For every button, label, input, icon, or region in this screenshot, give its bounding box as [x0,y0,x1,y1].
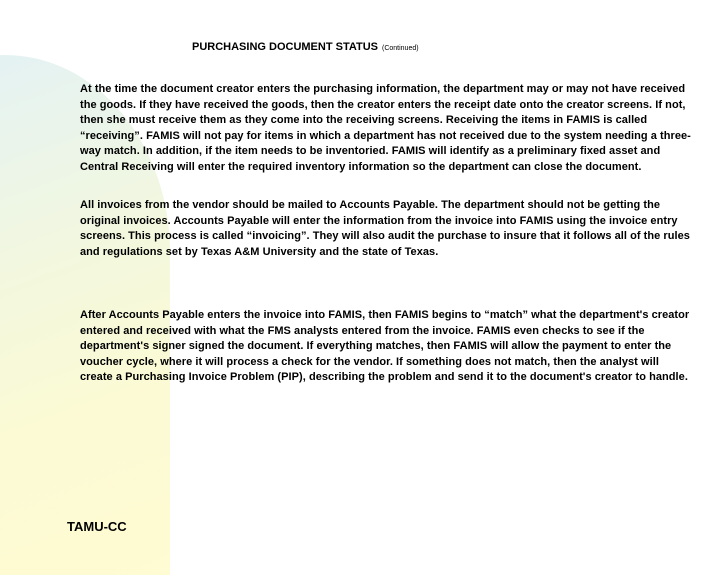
paragraph-receiving: At the time the document creator enters the purchasing information, the department may or may not have received the goods. If they have received the goods, then the creator enters the receipt date onto the creator screens. If not, then she must receive them as they come into the receiving screens. Receiving the items in FAMIS is called “receiving”. FAMIS will not pay for items in which a department has not received due to the system needing a three-way match. In addition, if the item needs to be inventoried. FAMIS will identify as a preliminary fixed asset and Central Receiving will enter the required inventory information so the department can close the document. [80,83,691,173]
title-subtitle: (Continued) [381,45,419,52]
title-text: PURCHASING DOCUMENT STATUS [192,41,378,53]
footer-label: TAMU-CC [67,519,127,534]
paragraph-invoicing: All invoices from the vendor should be mailed to Accounts Payable. The department should not be getting the original invoices. Accounts Payable will enter the information from the invoice into FAMIS using the invoice entry screens. This process is called “invoicing”. They will also audit the purchase to insure that it follows all of the rules and regulations set by Texas A&M University and the state of Texas. [80,199,690,258]
page-title [192,41,419,53]
paragraph-matching: After Accounts Payable enters the invoice into FAMIS, then FAMIS begins to “match” what the department's creator entered and received with what the FMS analysts entered from the invoice. FAMIS even checks to see if the department's signer signed the document. If everything matches, then FAMIS will allow the payment to enter the voucher cycle, where it will process a check for the vendor. If something does not match, then the analyst will create a Purchasing Invoice Problem (PIP), describing the problem and send it to the document's creator to handle. [80,309,690,384]
